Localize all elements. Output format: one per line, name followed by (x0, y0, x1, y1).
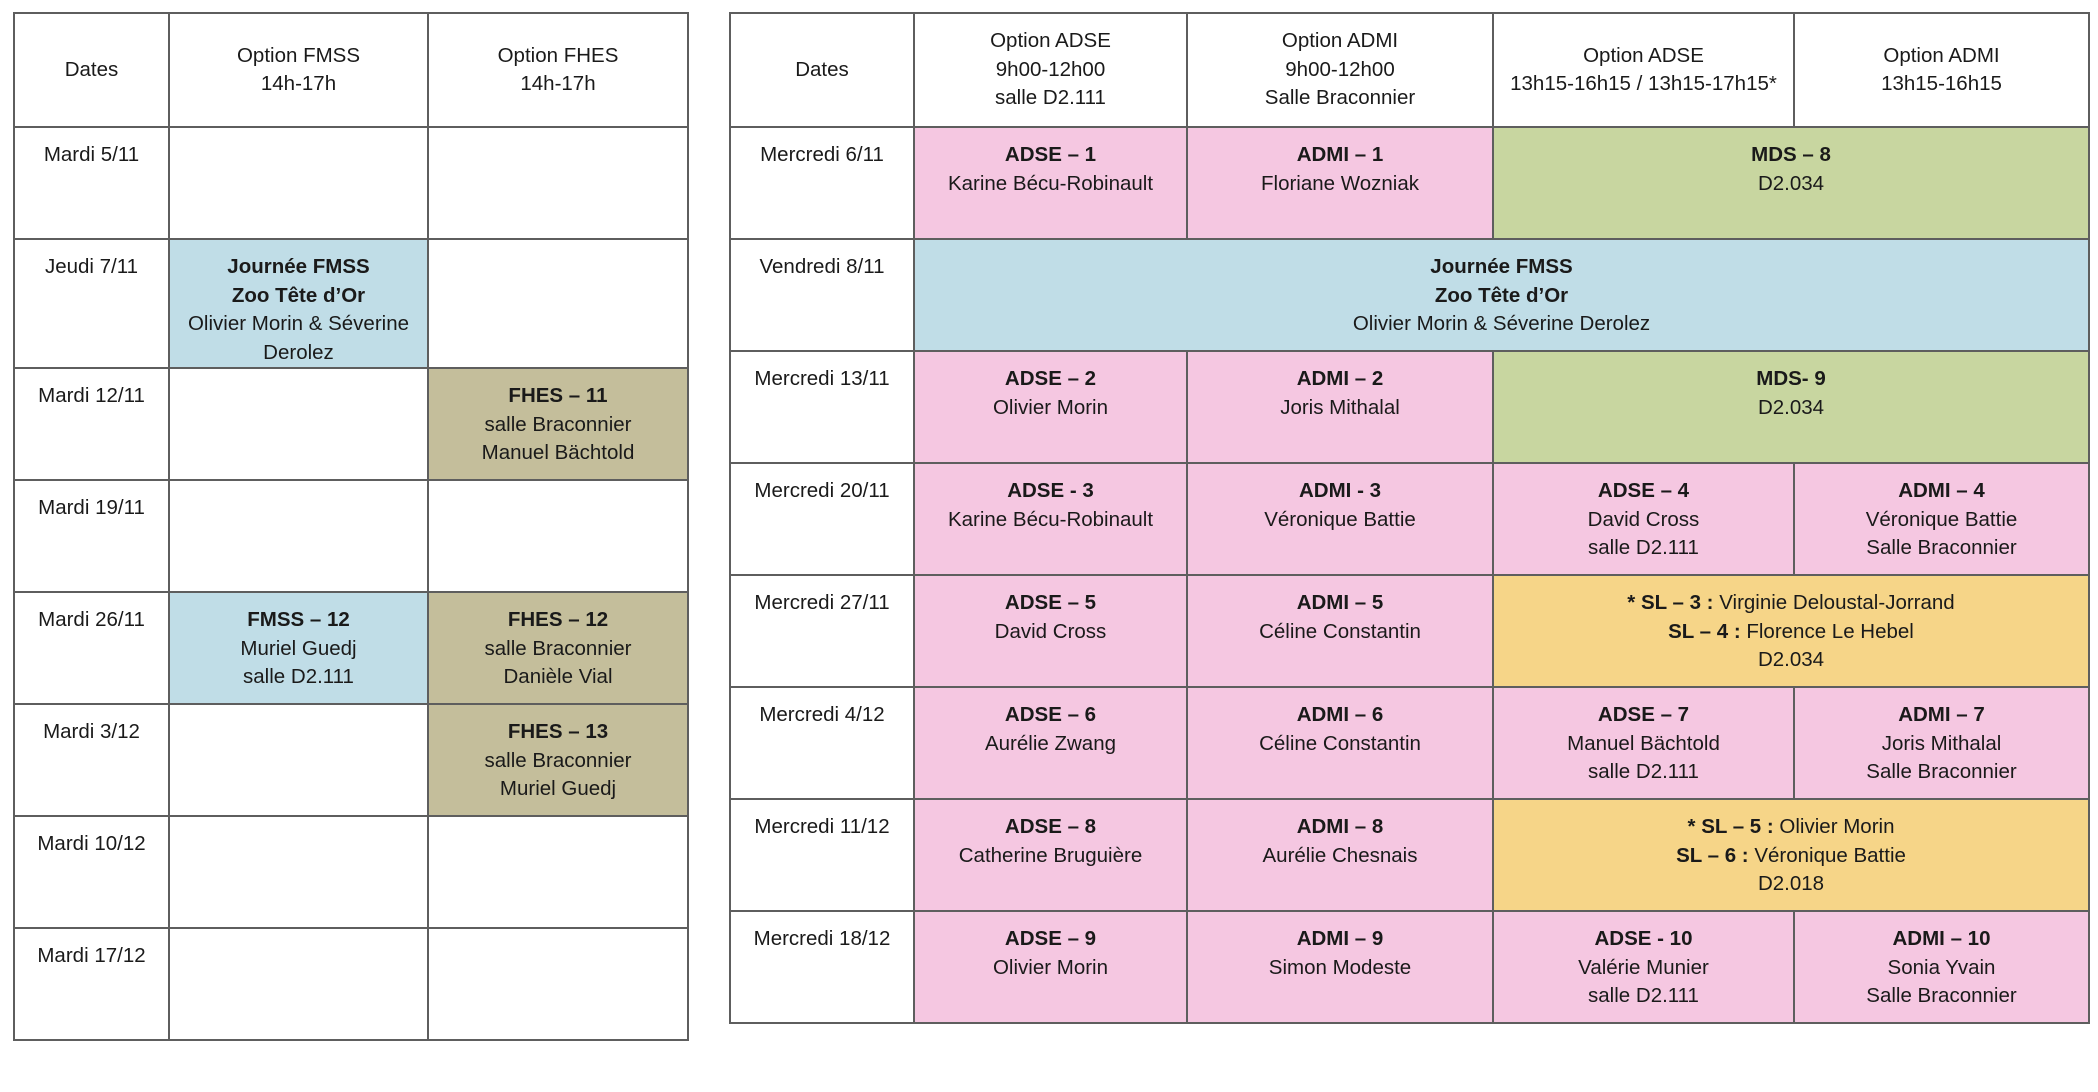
fhes-cell (428, 592, 688, 704)
adse-pm-cell (1493, 463, 1794, 575)
session-title: ADSE - 10 (1594, 927, 1693, 950)
header-dates: Dates (14, 13, 169, 127)
right-schedule-table (729, 12, 2090, 1024)
date-cell: Mercredi 4/12 (730, 687, 914, 799)
session-teacher: Valérie Munier (1578, 955, 1709, 979)
date-cell: Mardi 10/12 (14, 816, 169, 928)
session-title: ADSE – 6 (1004, 703, 1097, 726)
session-title: ADMI – 9 (1296, 927, 1384, 950)
adse-am-cell (914, 911, 1187, 1023)
left-header-row (14, 13, 688, 127)
session-teacher: Karine Bécu-Robinault (947, 171, 1154, 195)
date-cell: Mardi 17/12 (14, 928, 169, 1040)
table-row (14, 592, 688, 704)
session-title: Journée FMSS (1430, 255, 1573, 278)
table-row (14, 368, 688, 480)
session-teacher: Manuel Bächtold (481, 441, 635, 464)
session-place: Zoo Tête d’Or (1434, 283, 1569, 307)
fmss-cell (169, 816, 428, 928)
table-row (730, 575, 2089, 687)
session-room: D2.034 (1757, 648, 1825, 671)
session-teacher: Joris Mithalal (1881, 731, 2002, 755)
session-teacher: Olivier Morin (992, 395, 1109, 419)
header-dates: Dates (730, 13, 914, 127)
sl-line-2: SL – 4 : Florence Le Hebel (1668, 619, 1914, 643)
header-option-fhes: Option FHES 14h-17h (428, 13, 688, 127)
session-title: FMSS – 12 (247, 608, 350, 631)
table-row (14, 928, 688, 1040)
session-title: MDS- 9 (1756, 367, 1826, 390)
session-teacher: Sonia Yvain (1887, 955, 1996, 979)
fhes-cell (428, 704, 688, 816)
fhes-cell (428, 816, 688, 928)
fmss-cell (169, 368, 428, 480)
session-title: ADSE - 3 (1007, 479, 1094, 502)
session-teacher: Joris Mithalal (1280, 395, 1400, 419)
session-teacher: Catherine Bruguière (958, 843, 1143, 867)
date-cell: Mercredi 20/11 (730, 463, 914, 575)
session-teacher: Olivier Morin & Séverine Derolez (187, 312, 409, 364)
admi-pm-cell (1794, 463, 2089, 575)
adse-am-cell (914, 127, 1187, 239)
session-teacher: Céline Constantin (1259, 619, 1421, 643)
session-teacher: Muriel Guedj (499, 777, 617, 800)
fmss-cell (169, 127, 428, 239)
session-title: ADSE – 2 (1004, 367, 1097, 390)
date-cell: Mercredi 18/12 (730, 911, 914, 1023)
session-teacher: Simon Modeste (1268, 955, 1412, 979)
table-row (730, 463, 2089, 575)
fhes-cell (428, 368, 688, 480)
fmss-cell (169, 480, 428, 592)
fhes-cell (428, 928, 688, 1040)
admi-pm-cell (1794, 687, 2089, 799)
session-teacher: Muriel Guedj (240, 636, 357, 660)
session-title: ADSE – 7 (1597, 703, 1690, 726)
session-title: FHES – 11 (508, 384, 608, 407)
admi-am-cell (1187, 463, 1493, 575)
table-row (730, 911, 2089, 1023)
header-option-admi-am: Option ADMI 9h00-12h00 Salle Braconnier (1187, 13, 1493, 127)
session-teacher: Danièle Vial (503, 665, 613, 688)
session-teacher: David Cross (994, 619, 1107, 643)
table-row (14, 704, 688, 816)
adse-pm-cell (1493, 687, 1794, 799)
date-cell: Mercredi 11/12 (730, 799, 914, 911)
adse-am-cell (914, 799, 1187, 911)
date-cell: Mardi 3/12 (14, 704, 169, 816)
session-title: FHES – 12 (507, 608, 609, 631)
session-teacher: Céline Constantin (1259, 731, 1421, 755)
session-room: salle D2.111 (1588, 984, 1699, 1007)
session-room: D2.018 (1757, 872, 1825, 895)
admi-am-cell (1187, 351, 1493, 463)
table-row (14, 127, 688, 239)
date-cell: Jeudi 7/11 (14, 239, 169, 368)
session-title: ADMI – 8 (1296, 815, 1384, 838)
header-option-admi-pm: Option ADMI 13h15-16h15 (1794, 13, 2089, 127)
session-teacher: Véronique Battie (1264, 507, 1416, 531)
header-option-fmss: Option FMSS 14h-17h (169, 13, 428, 127)
session-teacher: Floriane Wozniak (1261, 171, 1419, 195)
admi-am-cell (1187, 127, 1493, 239)
sl-merged-cell (1493, 575, 2089, 687)
session-teacher: David Cross (1587, 507, 1700, 531)
session-title: ADMI – 7 (1898, 703, 1985, 726)
session-title: ADMI – 6 (1296, 703, 1384, 726)
session-room: salle Braconnier (484, 748, 632, 772)
date-cell: Mardi 12/11 (14, 368, 169, 480)
session-title: ADSE – 4 (1597, 479, 1690, 502)
admi-am-cell (1187, 799, 1493, 911)
table-row (730, 687, 2089, 799)
date-cell: Mardi 26/11 (14, 592, 169, 704)
fmss-cell (169, 592, 428, 704)
adse-am-cell (914, 351, 1187, 463)
table-row (14, 480, 688, 592)
session-title: ADMI – 10 (1892, 927, 1991, 950)
session-room: Salle Braconnier (1866, 760, 2017, 783)
session-room: salle D2.111 (1588, 536, 1699, 559)
sl-line-2: SL – 6 : Véronique Battie (1676, 843, 1906, 867)
date-cell: Mercredi 13/11 (730, 351, 914, 463)
sl-line-1: * SL – 3 : Virginie Deloustal-Jorrand (1627, 591, 1955, 614)
session-title: Journée FMSS (227, 255, 370, 278)
session-room: Salle Braconnier (1866, 536, 2017, 559)
adse-am-cell (914, 463, 1187, 575)
fhes-cell (428, 127, 688, 239)
table-row (730, 239, 2089, 351)
date-cell: Mardi 5/11 (14, 127, 169, 239)
table-row (730, 799, 2089, 911)
session-teacher: Aurélie Zwang (984, 731, 1117, 755)
session-title: ADSE – 1 (1004, 143, 1097, 166)
admi-am-cell (1187, 687, 1493, 799)
all-day-merged-cell (914, 239, 2089, 351)
adse-am-cell (914, 575, 1187, 687)
header-option-adse-pm: Option ADSE 13h15-16h15 / 13h15-17h15* (1493, 13, 1794, 127)
session-room: D2.034 (1757, 395, 1825, 419)
session-title: ADMI - 3 (1299, 479, 1381, 502)
admi-pm-cell (1794, 911, 2089, 1023)
session-title: MDS – 8 (1751, 143, 1831, 166)
table-row (730, 127, 2089, 239)
session-title: ADSE – 8 (1004, 815, 1097, 838)
session-title: ADMI – 5 (1296, 591, 1384, 614)
session-room: Salle Braconnier (1866, 984, 2017, 1007)
fhes-cell (428, 239, 688, 368)
adse-pm-cell (1493, 911, 1794, 1023)
session-teacher: Karine Bécu-Robinault (947, 507, 1154, 531)
session-room: salle D2.111 (243, 665, 354, 688)
fhes-cell (428, 480, 688, 592)
fmss-cell (169, 928, 428, 1040)
sl-line-1: * SL – 5 : Olivier Morin (1687, 815, 1895, 838)
adse-am-cell (914, 687, 1187, 799)
session-room: salle Braconnier (484, 412, 632, 436)
session-teacher: Véronique Battie (1865, 507, 2018, 531)
session-title: FHES – 13 (507, 720, 609, 743)
fmss-cell (169, 239, 428, 368)
fmss-cell (169, 704, 428, 816)
session-teacher: Aurélie Chesnais (1262, 843, 1418, 867)
session-room: D2.034 (1757, 171, 1825, 195)
left-schedule-table (13, 12, 689, 1041)
right-header-row (730, 13, 2089, 127)
table-row (730, 351, 2089, 463)
pm-merged-cell (1493, 351, 2089, 463)
pm-merged-cell (1493, 127, 2089, 239)
session-title: ADMI – 1 (1296, 143, 1384, 166)
session-title: ADMI – 4 (1898, 479, 1985, 502)
date-cell: Mercredi 6/11 (730, 127, 914, 239)
date-cell: Mercredi 27/11 (730, 575, 914, 687)
session-teacher: Olivier Morin & Séverine Derolez (1352, 312, 1651, 335)
admi-am-cell (1187, 575, 1493, 687)
session-room: salle D2.111 (1588, 760, 1699, 783)
admi-am-cell (1187, 911, 1493, 1023)
header-option-adse-am: Option ADSE 9h00-12h00 salle D2.111 (914, 13, 1187, 127)
session-room: salle Braconnier (484, 636, 632, 660)
session-place: Zoo Tête d’Or (231, 283, 366, 307)
session-title: ADMI – 2 (1296, 367, 1384, 390)
session-teacher: Manuel Bächtold (1567, 731, 1720, 755)
date-cell: Vendredi 8/11 (730, 239, 914, 351)
session-teacher: Olivier Morin (992, 955, 1109, 979)
table-row (14, 816, 688, 928)
table-row (14, 239, 688, 368)
session-title: ADSE – 9 (1004, 927, 1097, 950)
date-cell: Mardi 19/11 (14, 480, 169, 592)
session-title: ADSE – 5 (1004, 591, 1097, 614)
sl-merged-cell (1493, 799, 2089, 911)
